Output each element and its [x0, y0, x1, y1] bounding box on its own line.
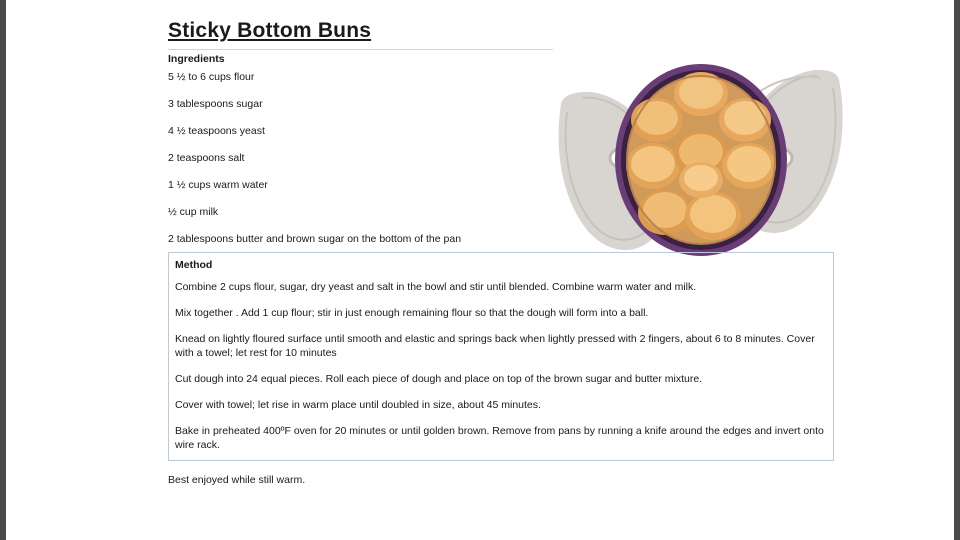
method-step: Cover with towel; let rise in warm place until doubled in size, about 45 minutes.: [175, 399, 541, 411]
list-item: 2 teaspoons salt: [168, 152, 245, 164]
closing-note: Best enjoyed while still warm.: [168, 474, 306, 486]
document-body: [168, 18, 848, 522]
list-item: ½ cup milk: [168, 206, 219, 218]
list-item: 2 tablespoons butter and brown sugar on the bottom of the pan: [168, 233, 462, 245]
list-item: 3 tablespoons sugar: [168, 98, 263, 110]
method-step: Mix together . Add 1 cup flour; stir in just enough remaining flour so that the dough will form into a ball.: [175, 307, 649, 319]
ingredients-heading: Ingredients: [168, 53, 225, 65]
list-item: 4 ½ teaspoons yeast: [168, 125, 265, 137]
method-section: [168, 252, 834, 461]
method-step: Bake in preheated 400ºF oven for 20 minutes or until golden brown. Remove from pans by running a knife around the edges and invert onto wire rack.: [175, 425, 824, 451]
list-item: 5 ½ to 6 cups flour: [168, 71, 255, 83]
sticky-bottom-buns-photo: [553, 34, 848, 274]
method-step: Knead on lightly floured surface until smooth and elastic and springs back when lightly pressed with 2 fingers, about 6 to 8 minutes. Cover with a towel; let rest for 10 minutes: [175, 333, 815, 359]
method-heading: Method: [175, 259, 213, 271]
method-step: Combine 2 cups flour, sugar, dry yeast and salt in the bowl and stir until blended. Combine warm water and milk.: [175, 281, 697, 293]
letterbox-bar-right: [954, 0, 960, 540]
method-step: Cut dough into 24 equal pieces. Roll each piece of dough and place on top of the brown sugar and butter mixture.: [175, 373, 703, 385]
page-title: Sticky Bottom Buns: [168, 19, 372, 42]
ingredients-list: [168, 71, 568, 246]
list-item: 1 ½ cups warm water: [168, 179, 268, 191]
letterbox-bar-left: [0, 0, 6, 540]
